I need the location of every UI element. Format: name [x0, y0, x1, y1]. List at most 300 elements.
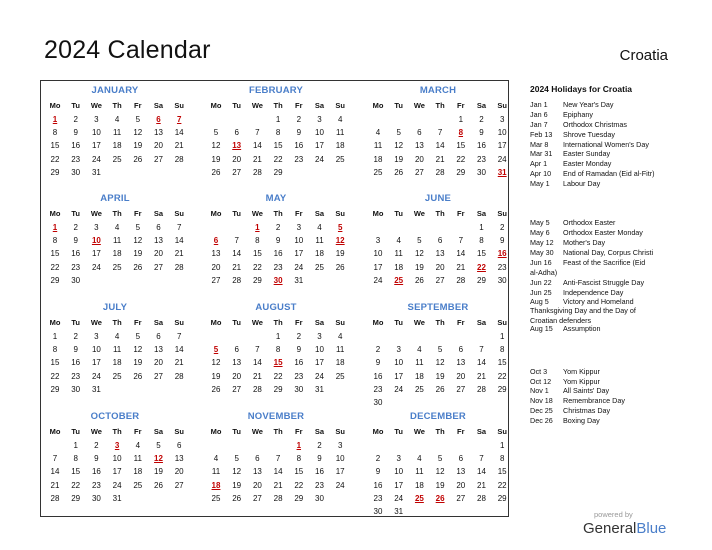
calendar-day: 28 — [50, 493, 60, 503]
calendar-day: 20 — [154, 358, 163, 368]
holiday-day: 15 — [273, 358, 283, 368]
calendar-day: 18 — [112, 249, 122, 259]
weekday-header: Th — [273, 427, 283, 436]
holiday-day: 18 — [211, 480, 221, 490]
calendar-day: 17 — [394, 371, 404, 381]
calendar-day: 9 — [375, 358, 381, 368]
holiday-date: Apr 1 — [530, 159, 548, 168]
calendar-day: 9 — [73, 236, 78, 246]
holiday-name: Christmas Day — [563, 406, 611, 415]
calendar-day: 20 — [456, 371, 466, 381]
month-january — [45, 85, 185, 190]
calendar-day: 24 — [91, 154, 101, 164]
calendar-day: 16 — [373, 480, 383, 490]
calendar-day: 28 — [174, 371, 184, 381]
calendar-day: 10 — [315, 345, 324, 355]
weekday-header: Tu — [71, 427, 80, 436]
calendar-day: 14 — [252, 141, 262, 151]
calendar-day: 1 — [499, 441, 505, 450]
holiday-name: Mother's Day — [563, 238, 606, 247]
calendar-day: 6 — [156, 332, 161, 341]
holiday-day: 7 — [176, 115, 182, 124]
calendar-day: 14 — [456, 249, 466, 259]
calendar-day: 13 — [154, 345, 163, 355]
weekday-header: Tu — [394, 318, 403, 327]
weekday-header: Mo — [372, 427, 384, 436]
calendar-day: 16 — [71, 358, 81, 368]
weekday-header: Su — [335, 101, 345, 110]
brand-part-2: Blue — [636, 520, 667, 537]
month-august — [206, 302, 346, 407]
calendar-day: 16 — [294, 358, 304, 368]
calendar-day: 28 — [174, 154, 184, 164]
calendar-day: 20 — [232, 154, 242, 164]
calendar-day: 17 — [91, 358, 101, 368]
calendar-day: 23 — [71, 262, 81, 272]
weekday-header: Fr — [457, 318, 465, 327]
month-name: JANUARY — [91, 85, 139, 96]
calendar-day: 11 — [112, 236, 122, 246]
calendar-day: 26 — [232, 493, 242, 503]
calendar-day: 3 — [296, 223, 302, 232]
holiday-day: 31 — [497, 167, 507, 177]
calendar-day: 2 — [296, 332, 302, 341]
weekday-header: Tu — [71, 209, 80, 218]
calendar-day: 3 — [375, 236, 381, 246]
calendar-day: 25 — [112, 154, 122, 164]
calendar-day: 20 — [435, 262, 445, 272]
calendar-day: 25 — [373, 167, 383, 177]
weekday-header: Su — [174, 209, 184, 218]
weekday-header: We — [413, 318, 425, 327]
month-name: NOVEMBER — [247, 411, 305, 422]
calendar-day: 3 — [499, 115, 505, 124]
calendar-day: 30 — [91, 493, 101, 503]
calendar-day: 2 — [73, 115, 78, 124]
weekday-header: Su — [174, 427, 184, 436]
weekday-header: Fr — [457, 427, 465, 436]
calendar-day: 24 — [91, 262, 101, 272]
calendar-day: 23 — [71, 371, 81, 381]
calendar-day: 18 — [133, 467, 143, 477]
month-june — [368, 193, 508, 298]
calendar-day: 4 — [317, 223, 322, 232]
calendar-day: 11 — [315, 236, 324, 246]
calendar-day: 28 — [252, 167, 262, 177]
calendar-day: 28 — [477, 384, 486, 394]
calendar-day: 9 — [73, 128, 78, 138]
calendar-day: 29 — [50, 384, 60, 394]
calendar-day: 24 — [394, 384, 404, 394]
calendar-day: 20 — [232, 371, 242, 381]
weekday-header: We — [251, 209, 263, 218]
calendar-day: 26 — [335, 262, 345, 272]
holiday-date: May 6 — [530, 228, 550, 237]
weekday-header: Sa — [314, 427, 325, 436]
calendar-day: 19 — [435, 480, 445, 490]
calendar-day: 5 — [156, 441, 161, 450]
holiday-day: 30 — [273, 275, 283, 285]
weekday-header: Fr — [295, 101, 303, 110]
calendar-day: 21 — [456, 262, 466, 272]
calendar-day: 10 — [294, 236, 304, 246]
calendar-day: 14 — [174, 128, 184, 138]
holiday-day: 1 — [296, 441, 302, 450]
weekday-header: Sa — [314, 209, 325, 218]
calendar-day: 14 — [50, 467, 60, 477]
calendar-day: 22 — [294, 480, 304, 490]
calendar-day: 26 — [211, 384, 221, 394]
calendar-day: 4 — [337, 332, 343, 341]
calendar-day: 30 — [315, 493, 324, 503]
calendar-day: 19 — [211, 154, 221, 164]
calendar-day: 11 — [415, 358, 424, 368]
calendar-day: 13 — [211, 249, 221, 259]
weekday-header: Su — [335, 209, 345, 218]
month-name: JUNE — [424, 193, 452, 204]
holiday-day: 1 — [52, 223, 58, 232]
holiday-day: 16 — [497, 249, 507, 259]
calendar-day: 22 — [50, 371, 60, 381]
calendar-day: 11 — [415, 467, 424, 477]
holiday-name: Anti-Fascist Struggle Day — [563, 278, 645, 287]
calendar-day: 13 — [456, 467, 466, 477]
holiday-day: 6 — [156, 115, 161, 124]
calendar-day: 16 — [294, 141, 304, 151]
calendar-day: 25 — [211, 493, 221, 503]
holiday-name: Yom Kippur — [563, 367, 600, 376]
calendar-day: 18 — [335, 141, 345, 151]
weekday-header: We — [90, 318, 102, 327]
calendar-day: 7 — [176, 223, 182, 232]
weekday-header: Su — [497, 318, 507, 327]
calendar-day: 17 — [91, 249, 101, 259]
calendar-day: 25 — [133, 480, 143, 490]
month-december — [368, 411, 508, 516]
calendar-day: 24 — [335, 480, 345, 490]
holiday-name: Labour Day — [563, 179, 601, 188]
calendar-day: 1 — [458, 115, 464, 124]
weekday-header: Th — [273, 318, 283, 327]
calendar-day: 25 — [335, 154, 345, 164]
month-name: OCTOBER — [90, 411, 140, 422]
weekday-header: We — [251, 101, 263, 110]
calendar-day: 31 — [315, 384, 324, 394]
calendar-day: 20 — [174, 467, 184, 477]
month-name: JULY — [102, 302, 128, 313]
calendar-day: 30 — [71, 167, 81, 177]
weekday-header: Sa — [476, 101, 487, 110]
calendar-day: 21 — [174, 358, 184, 368]
calendar-day: 22 — [273, 371, 283, 381]
calendar-day: 14 — [477, 467, 486, 477]
holiday-name: Easter Sunday — [563, 149, 611, 158]
holiday-name: Feast of the Sacrifice (Eid al-Adha) — [530, 258, 646, 277]
calendar-day: 5 — [417, 236, 422, 246]
calendar-day: 4 — [417, 345, 422, 355]
calendar-day: 23 — [373, 384, 383, 394]
calendar-day: 3 — [94, 332, 99, 341]
weekday-header: Sa — [476, 209, 487, 218]
holiday-item — [530, 297, 672, 326]
weekday-header: Tu — [394, 427, 403, 436]
calendar-day: 2 — [275, 223, 281, 232]
calendar-day: 1 — [275, 115, 281, 124]
weekday-header: Sa — [476, 427, 487, 436]
calendar-day: 23 — [91, 480, 101, 490]
calendar-day: 13 — [174, 454, 184, 464]
holiday-name: Boxing Day — [563, 416, 600, 425]
calendar-day: 22 — [497, 371, 507, 381]
calendar-day: 3 — [94, 223, 99, 232]
calendar-day: 19 — [394, 154, 404, 164]
calendar-day: 22 — [456, 154, 466, 164]
calendar-day: 2 — [296, 115, 302, 124]
weekday-header: Th — [112, 427, 122, 436]
calendar-day: 6 — [156, 223, 161, 232]
calendar-day: 24 — [373, 275, 383, 285]
holiday-day: 5 — [337, 223, 343, 232]
month-february — [206, 85, 346, 190]
calendar-day: 26 — [133, 262, 143, 272]
weekday-header: Tu — [232, 318, 241, 327]
weekday-header: Sa — [153, 318, 164, 327]
calendar-day: 10 — [315, 128, 324, 138]
weekday-header: We — [251, 427, 263, 436]
holiday-date: Aug 15 — [530, 324, 553, 333]
calendar-day: 17 — [335, 467, 345, 477]
calendar-day: 20 — [252, 480, 262, 490]
calendar-day: 3 — [317, 115, 322, 124]
calendar-day: 7 — [458, 236, 464, 246]
weekday-header: We — [251, 318, 263, 327]
calendar-day: 6 — [234, 345, 239, 355]
calendar-day: 17 — [294, 249, 304, 259]
calendar-day: 15 — [477, 249, 486, 259]
calendar-day: 3 — [396, 345, 401, 355]
calendar-day: 8 — [275, 345, 281, 355]
calendar-day: 19 — [133, 249, 143, 259]
holiday-date: Dec 25 — [530, 406, 553, 415]
calendar-day: 13 — [232, 358, 242, 368]
weekday-header: Sa — [314, 318, 325, 327]
holiday-date: Jan 6 — [530, 110, 548, 119]
calendar-day: 11 — [394, 249, 403, 259]
calendar-day: 10 — [373, 249, 383, 259]
holiday-date: May 5 — [530, 218, 550, 227]
weekday-header: Fr — [134, 209, 142, 218]
calendar-day: 20 — [456, 480, 466, 490]
holiday-name: International Women's Day — [563, 139, 649, 149]
calendar-day: 30 — [497, 275, 507, 285]
month-november — [206, 411, 346, 516]
calendar-day: 28 — [252, 384, 262, 394]
weekday-header: Fr — [295, 318, 303, 327]
calendar-day: 30 — [294, 384, 304, 394]
calendar-day: 16 — [273, 249, 283, 259]
calendar-day: 27 — [456, 384, 466, 394]
calendar-day: 29 — [477, 275, 486, 285]
calendar-day: 23 — [497, 262, 507, 272]
calendar-day: 15 — [273, 141, 283, 151]
holiday-date: Jun 25 — [530, 288, 552, 297]
holiday-day: 5 — [213, 345, 219, 355]
calendar-day: 31 — [394, 507, 404, 516]
weekday-header: Fr — [295, 209, 303, 218]
month-name: APRIL — [100, 193, 130, 204]
weekday-header: Tu — [71, 101, 80, 110]
weekday-header: Tu — [394, 209, 403, 218]
page-title: 2024 Calendar — [44, 36, 211, 64]
calendar-day: 23 — [315, 480, 324, 490]
calendar-day: 1 — [479, 223, 484, 232]
calendar-day: 29 — [497, 384, 507, 394]
calendar-day: 31 — [91, 384, 101, 394]
calendar-day: 21 — [273, 480, 283, 490]
holiday-item — [530, 258, 680, 277]
calendar-day: 21 — [174, 249, 184, 259]
holiday-date: Nov 18 — [530, 396, 553, 405]
calendar-day: 14 — [174, 345, 184, 355]
holiday-day: 26 — [435, 493, 445, 503]
calendar-day: 20 — [154, 141, 163, 151]
calendar-day: 17 — [394, 480, 404, 490]
weekday-header: Sa — [153, 209, 164, 218]
calendar-day: 6 — [437, 236, 443, 246]
calendar-day: 27 — [232, 384, 242, 394]
holiday-date: May 30 — [530, 248, 554, 257]
calendar-day: 24 — [91, 371, 101, 381]
calendar-day: 30 — [477, 167, 486, 177]
calendar-day: 8 — [275, 128, 281, 138]
calendar-day: 12 — [133, 345, 143, 355]
calendar-day: 4 — [114, 115, 120, 124]
calendar-day: 8 — [499, 345, 505, 355]
calendar-day: 12 — [133, 128, 143, 138]
holiday-date: Mar 31 — [530, 149, 553, 158]
calendar-day: 11 — [373, 141, 383, 151]
calendar-day: 6 — [458, 454, 464, 464]
calendar-day: 22 — [252, 262, 262, 272]
calendar-day: 18 — [414, 480, 424, 490]
calendar-day: 5 — [437, 454, 443, 464]
calendar-day: 28 — [232, 275, 242, 285]
holiday-day: 12 — [335, 236, 345, 246]
calendar-day: 3 — [317, 332, 322, 341]
calendar-day: 8 — [73, 454, 78, 464]
calendar-day: 28 — [273, 493, 283, 503]
generalblue-logo[interactable] — [583, 520, 666, 537]
holiday-name: Easter Monday — [563, 159, 612, 168]
weekday-header: Th — [273, 101, 283, 110]
calendar-day: 29 — [294, 493, 304, 503]
calendar-day: 21 — [232, 262, 242, 272]
calendar-day: 29 — [252, 275, 262, 285]
calendar-day: 26 — [211, 167, 221, 177]
calendar-day: 23 — [477, 154, 486, 164]
weekday-header: Mo — [372, 318, 384, 327]
weekday-header: Su — [174, 101, 184, 110]
calendar-day: 20 — [211, 262, 221, 272]
calendar-day: 26 — [133, 371, 143, 381]
calendar-day: 27 — [435, 275, 445, 285]
calendar-day: 28 — [435, 167, 445, 177]
calendar-day: 19 — [414, 262, 424, 272]
calendar-day: 3 — [94, 115, 99, 124]
calendar-day: 9 — [296, 128, 302, 138]
weekday-header: Tu — [232, 427, 241, 436]
holidays-title: 2024 Holidays for Croatia — [530, 84, 633, 94]
calendar-day: 4 — [135, 441, 141, 450]
weekday-header: We — [90, 427, 102, 436]
month-march — [368, 85, 508, 190]
calendar-day: 17 — [112, 467, 122, 477]
calendar-day: 2 — [375, 345, 381, 355]
calendar-day: 10 — [394, 358, 404, 368]
calendar-day: 4 — [337, 115, 343, 124]
calendar-day: 25 — [315, 262, 324, 272]
calendar-day: 1 — [499, 332, 505, 341]
calendar-day: 5 — [135, 223, 141, 232]
calendar-day: 14 — [435, 141, 445, 151]
holiday-day: 8 — [458, 128, 464, 138]
calendar-day: 2 — [499, 223, 505, 232]
holiday-name: New Year's Day — [563, 100, 614, 109]
calendar-day: 21 — [50, 480, 60, 490]
calendar-day: 6 — [417, 128, 422, 138]
calendar-day: 15 — [50, 141, 60, 151]
calendar-day: 17 — [91, 141, 101, 151]
calendar-day: 4 — [396, 236, 401, 246]
calendar-day: 25 — [112, 262, 122, 272]
calendar-day: 19 — [133, 141, 143, 151]
calendar-day: 8 — [52, 345, 58, 355]
month-name: MARCH — [419, 85, 457, 96]
weekday-header: Tu — [232, 101, 241, 110]
calendar-day: 6 — [176, 441, 182, 450]
weekday-header: Fr — [134, 427, 142, 436]
calendar-day: 21 — [252, 371, 262, 381]
calendar-day: 19 — [232, 480, 242, 490]
weekday-header: Mo — [49, 318, 61, 327]
holiday-day: 25 — [414, 493, 424, 503]
calendar-day: 16 — [71, 249, 81, 259]
holiday-day: 25 — [394, 275, 404, 285]
calendar-day: 13 — [435, 249, 445, 259]
calendar-day: 26 — [435, 384, 445, 394]
calendar-day: 16 — [71, 141, 81, 151]
calendar-day: 15 — [50, 249, 60, 259]
calendar-day: 3 — [337, 441, 343, 450]
holiday-name: Remembrance Day — [563, 396, 625, 405]
calendar-day: 2 — [479, 115, 484, 124]
weekday-header: Fr — [457, 209, 465, 218]
calendar-day: 13 — [456, 358, 466, 368]
calendar-day: 13 — [414, 141, 424, 151]
calendar-day: 14 — [477, 358, 486, 368]
holiday-day: 6 — [213, 236, 219, 246]
calendar-day: 15 — [497, 467, 507, 477]
calendar-day: 21 — [435, 154, 445, 164]
calendar-day: 18 — [112, 141, 122, 151]
calendar-day: 28 — [456, 275, 466, 285]
calendar-day: 23 — [71, 154, 81, 164]
calendar-day: 26 — [154, 480, 163, 490]
weekday-header: Tu — [71, 318, 80, 327]
calendar-day: 12 — [211, 141, 221, 151]
calendar-day: 27 — [252, 493, 262, 503]
holiday-date: Dec 26 — [530, 416, 553, 425]
